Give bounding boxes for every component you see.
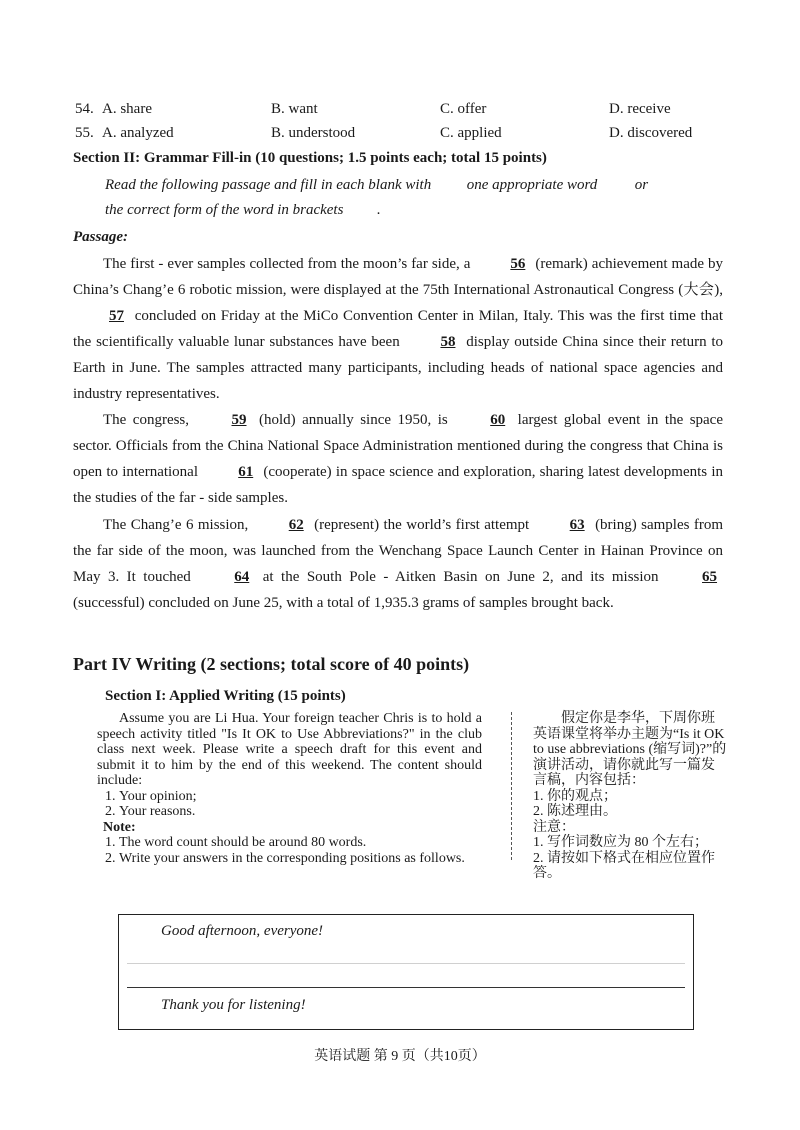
prompt-paragraph: Assume you are Li Hua. Your foreign teacher Chris is to hold a speech activity titled "Is It OK to Use Abbreviations?" in the club class next week. Please write a speech draft for this event and submit it to him by the end of this weekend. The content should include:	[97, 711, 482, 788]
prompt-zh-paragraph: 假定你是李华，下周你班英语课堂将举办主题为“Is it OK to use abbreviations (缩写词)?”的演讲活动，请你就此写一篇发言稿，内容包括：	[533, 711, 727, 788]
prompt-chinese	[533, 711, 728, 882]
instruction-text: one appropriate word	[466, 177, 598, 193]
option-a: A. share	[102, 101, 152, 117]
section2-heading: Section II: Grammar Fill-in (10 questions; 1.5 points each; total 15 points)	[73, 150, 547, 166]
instruction-text: or	[634, 177, 649, 193]
instruction-line-2	[105, 202, 381, 219]
passage-text: (cooperate) in space science and exploration, sharing latest developments in the studies of the far - side samples.	[73, 464, 723, 506]
zh-item: 2. 陈述理由。	[533, 804, 617, 819]
option-b: B. want	[271, 101, 318, 117]
section1-heading: Section I: Applied Writing (15 points)	[105, 688, 346, 704]
list-item: 2. Your reasons.	[119, 804, 482, 820]
blank-60[interactable]: 60	[490, 412, 506, 428]
column-divider	[511, 712, 512, 860]
blank-61[interactable]: 61	[238, 464, 254, 480]
blank-58[interactable]: 58	[440, 334, 456, 350]
content-list	[97, 789, 482, 820]
passage-text: (bring) samples from the far side of the moon, was launched from the Wenchang Space Launch Center in Hainan Province on May 3. It touched	[73, 517, 724, 585]
passage-text: concluded on Friday at the MiCo Convention Center in Milan, Italy. This was the first time that the scientifically valuable lunar substances have been	[73, 308, 723, 350]
passage-text: largest global event in the space sector. Officials from the China National Space Administration mentioned during the congress that China is open to international	[73, 412, 724, 480]
passage-label-text: Passage	[73, 229, 123, 245]
option-row-54	[75, 101, 735, 123]
option-c: C. offer	[440, 101, 487, 117]
option-d: D. discovered	[609, 125, 693, 141]
option-d: D. receive	[609, 101, 671, 117]
passage-text: The first - ever samples collected from the moon’s far side, a	[103, 256, 471, 272]
instruction-text: the correct form of the word in brackets	[105, 202, 344, 218]
part4-title: Part IV Writing (2 sections; total score of 40 points)	[73, 654, 470, 674]
passage-label	[73, 229, 128, 246]
answer-line	[127, 987, 685, 988]
blank-64[interactable]: 64	[234, 569, 250, 585]
page-footer: 英语试题 第 9 页（共10页）	[314, 1049, 486, 1064]
prompt-english	[97, 711, 482, 866]
blank-62[interactable]: 62	[288, 517, 304, 533]
answer-box[interactable]	[118, 914, 694, 1030]
passage-paragraph-2	[73, 407, 723, 511]
note-label: Note:	[103, 819, 136, 835]
option-a: 55.	[75, 125, 94, 141]
blank-57[interactable]: 57	[109, 308, 124, 324]
list-item: 2. Write your answers in the corresponding positions as follows.	[119, 851, 482, 867]
passage-text: (hold) annually since 1950, is	[258, 412, 448, 428]
blank-65[interactable]: 65	[702, 569, 718, 585]
blank-56[interactable]: 56	[510, 256, 526, 272]
passage-paragraph-3	[73, 512, 723, 616]
zh-item: 2. 请按如下格式在相应位置作答。	[533, 850, 715, 881]
zh-note-label: 注意：	[533, 819, 575, 835]
option-c: C. applied	[440, 125, 502, 141]
blank-59[interactable]: 59	[231, 412, 247, 428]
option-a: 54.	[75, 101, 94, 117]
passage-colon: :	[123, 229, 128, 245]
passage-paragraph-1	[73, 251, 723, 407]
note-list	[97, 835, 482, 866]
instruction-text: Read the following passage and fill in each blank with	[105, 177, 432, 193]
passage-text: (successful) concluded on June 25, with a total of 1,935.3 grams of samples brought back.	[73, 595, 614, 611]
box-closing: Thank you for listening!	[161, 997, 306, 1013]
option-b: B. understood	[271, 125, 356, 141]
instruction-line-1	[105, 177, 648, 194]
passage-text: display outside China since their return to Earth in June. The samples attracted many participants, including heads of national space agencies and industry representatives.	[73, 334, 723, 402]
option-a: A. analyzed	[102, 125, 174, 141]
answer-line	[127, 963, 685, 964]
list-item: 1. The word count should be around 80 words.	[119, 835, 482, 851]
passage-text: (represent) the world’s first attempt	[314, 517, 530, 533]
box-greeting: Good afternoon, everyone!	[161, 923, 324, 939]
blank-63[interactable]: 63	[569, 517, 585, 533]
passage-text: The Chang’e 6 mission,	[103, 517, 249, 533]
passage-text: The congress,	[103, 412, 190, 428]
zh-item: 1. 你的观点；	[533, 788, 617, 804]
passage-text: (remark) achievement made by China’s Chang’e 6 robotic mission, were displayed at the 75th International Astronautical Congress (大会),	[73, 256, 724, 298]
option-row-55	[75, 125, 735, 147]
passage-text: at the South Pole - Aitken Basin on June 2, and its mission	[262, 569, 659, 585]
list-item: 1. Your opinion;	[119, 789, 482, 805]
zh-item: 1. 写作词数应为 80 个左右；	[533, 835, 708, 850]
instruction-text: .	[376, 202, 381, 218]
